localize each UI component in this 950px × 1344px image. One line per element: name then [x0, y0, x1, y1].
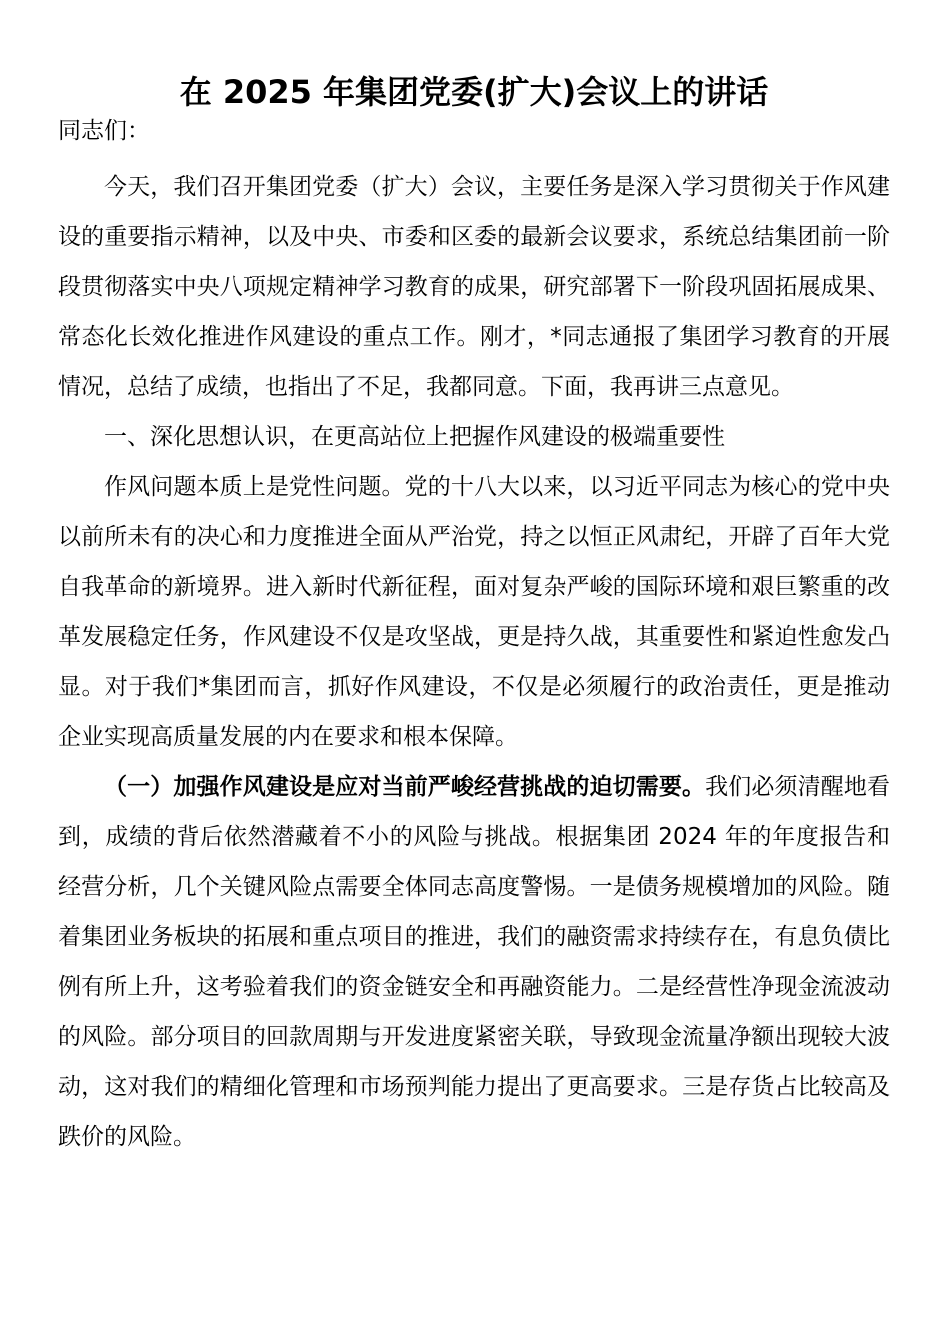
paragraph-subsection-1 [58, 762, 890, 1162]
subsection-body: 我们必须清醒地看到，成绩的背后依然潜藏着不小的风险与挑战。根据集团 2024 年的年度报告和经营分析，几个关键风险点需要全体同志高度警惕。一是债务规模增加的风险。随着集团业务板块的拓展和重点项目的推进，我们的融资需求持续存在，有息负债比例有所上升，这考验着我们的资金链安全和再融资能力。二是经营性净现金流波动的风险。部分项目的回款周期与开发进度紧密关联，导致现金流量净额出现较大波动，这对我们的精细化管理和市场预判能力提出了更高要求。三是存货占比较高及跌价的风险。 [58, 774, 891, 1150]
section-heading-1: 一、深化思想认识，在更高站位上把握作风建设的极端重要性 [104, 424, 725, 450]
paragraph-section-1: 作风问题本质上是党性问题。党的十八大以来，以习近平同志为核心的党中央以前所未有的决心和力度推进全面从严治党，持之以恒正风肃纪，开辟了百年大党自我革命的新境界。进入新时代新征程，面对复杂严峻的国际环境和艰巨繁重的改革发展稳定任务，作风建设不仅是攻坚战，更是持久战，其重要性和紧迫性愈发凸显。对于我们*集团而言，抓好作风建设，不仅是必须履行的政治责任，更是推动企业实现高质量发展的内在要求和根本保障。 [58, 474, 890, 750]
greeting: 同志们： [58, 118, 150, 144]
document-title: 在 2025 年集团党委(扩大)会议上的讲话 [179, 73, 769, 111]
paragraph-intro: 今天，我们召开集团党委（扩大）会议，主要任务是深入学习贯彻关于作风建设的重要指示精神，以及中央、市委和区委的最新会议要求，系统总结集团前一阶段贯彻落实中央八项规定精神学习教育的成果，研究部署下一阶段巩固拓展成果、常态化长效化推进作风建设的重点工作。刚才，*同志通报了集团学习教育的开展情况，总结了成绩，也指出了不足，我都同意。下面，我再讲三点意见。 [58, 174, 890, 400]
subsection-lead: （一）加强作风建设是应对当前严峻经营挑战的迫切需要。 [104, 774, 706, 800]
